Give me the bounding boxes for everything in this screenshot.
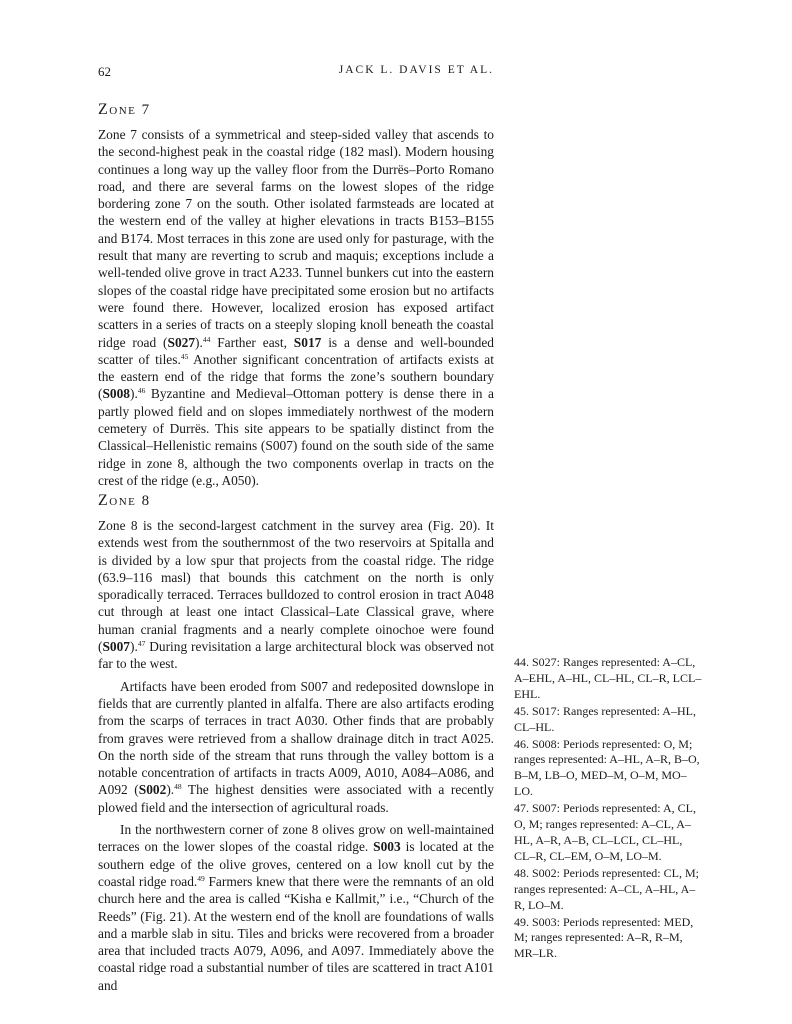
- running-head: JACK L. DAVIS ET AL.: [338, 64, 494, 76]
- zone8-body: [98, 517, 494, 994]
- footnote-49: 49. S003: Periods represented: MED, M; ranges represented: A–R, R–M, MR–LR.: [514, 914, 694, 961]
- zone8-heading: Zone 8: [98, 492, 151, 509]
- footnote-44: 44. S027: Ranges represented: A–CL, A–EHL, A–HL, CL–HL, CL–R, LCL–EHL.: [514, 655, 702, 701]
- zone7-heading: Zone 7: [98, 101, 151, 118]
- zone8-paragraph-3: In the northwestern corner of zone 8 olives grow on well-maintained terraces on the lower slopes of the coastal ridge. S003 is located at the southern edge of the olive groves, centered on a low knoll cut by the coastal ridge road.$^{49}$ Farmers knew that there were the remnants of an old church here and the area is called “Kisha e Kallmit,” i.e., “Church of the Reeds” (Fig. 21). At the western end of the knoll are foundations of walls and a marble slab in situ. Tiles and bricks were recovered from a broader area that included tracts A079, A096, and A097. Immediately above the coastal ridge road a substantial number of tiles are scattered in tract A101 and: [98, 822, 494, 993]
- footnote-ref: 47: [137, 639, 146, 649]
- footnote-ref: 44: [202, 334, 211, 344]
- footnote-ref: 45: [180, 351, 189, 361]
- zone8-paragraph-1: Zone 8 is the second-largest catchment in the survey area (Fig. 20). It extends west from the southernmost of the two reservoirs at Spitalla and is divided by a low spur that projects from the coastal ridge. The ridge (63.9–116 masl) that bounds this catchment on the north is only sporadically terraced. Terraces bulldozed to control erosion in tract A048 cut through at least one intact Classical–Late Classical grave, where human cranial fragments and a nearly complete oinochoe were found (S007).$^{47}$ During revisitation a large architectural block was observed not far to the west.: [98, 518, 494, 672]
- footnotes: [514, 655, 702, 963]
- footnote-47: 47. S007: Periods represented: A, CL, O, M; ranges represented: A–CL, A–HL, A–R, A–B, CL–LCL, CL–HL, CL–R, CL–EM, O–M, LO–M.: [514, 801, 696, 863]
- footnote-ref: 49: [197, 873, 205, 883]
- zone8-paragraph-2: Artifacts have been eroded from S007 and redeposited downslope in fields that are currently planted in alfalfa. There are also artifacts eroding from the scarps of terraces in tract A030. Other finds that are probably from graves were retrieved from a shallow drainage ditch in tract A025. On the north side of the stream that runs through the valley bottom is a notable concentration of artifacts in tracts A009, A010, A084–A086, and A092 (S002).$^{48}$ The highest densities were associated with a recently plowed field and the intersection of agricultural roads.: [98, 678, 494, 815]
- site-ref: S008: [102, 386, 131, 402]
- site-ref: S007: [102, 639, 131, 655]
- site-ref: S027: [167, 334, 196, 350]
- zone7-body: [98, 126, 494, 489]
- footnote-45: 45. S017: Ranges represented: A–HL, CL–HL.: [514, 703, 696, 734]
- footnote-48: 48. S002: Periods represented: CL, M; ranges represented: A–CL, A–HL, A–R, LO–M.: [514, 865, 699, 912]
- footnote-46: 46. S008: Periods represented: O, M; ranges represented: A–HL, A–R, B–O, B–M, LB–O, MED–M, O–M, MO–LO.: [514, 736, 700, 799]
- footnote-ref: 46: [137, 386, 146, 396]
- footnote-ref: 48: [174, 782, 182, 792]
- site-ref: S002: [138, 782, 167, 798]
- site-ref: S017: [293, 334, 322, 350]
- zone7-paragraph: Zone 7 consists of a symmetrical and steep-sided valley that ascends to the second-highest peak in the coastal ridge (182 masl). Modern housing continues a long way up the valley floor from the Durrës–Porto Romano road, and there are several farms on the lowest slopes of the ridge bordering zone 7 on the south. Other isolated farmsteads are located at the western end of the valley at higher elevations in tracts B153–B155 and B174. Most terraces in this zone are used only for pasturage, with the result that many are reverting to scrub and maquis; exceptions include a well-tended olive grove in tract A233. Tunnel bunkers cut into the eastern slopes of the coastal ridge have precipitated some erosion but no artifacts were found there. However, localized erosion has exposed artifact scatters in a series of tracts on a steeply sloping knoll beneath the coastal ridge road (S027).$^{44}$ Farther east, S017 is a dense and well-bounded scatter of tiles.$^{45}$ Another significant concentration of artifacts exists at the eastern end of the ridge that forms the zone’s southern boundary (S008).$^{46}$ Byzantine and Medieval–Ottoman pottery is dense there in a partly plowed field and on slopes immediately northwest of the modern cemetery of Durrës. This site appears to be spatially distinct from the Classical–Hellenistic remains (S007) found on the south side of the same ridge in zone 8, although the two components overlap in tracts on the crest of the ridge (e.g., A050).: [98, 127, 494, 488]
- site-ref: S003: [373, 839, 401, 855]
- page-number: 62: [98, 64, 111, 79]
- page-header: [98, 64, 494, 80]
